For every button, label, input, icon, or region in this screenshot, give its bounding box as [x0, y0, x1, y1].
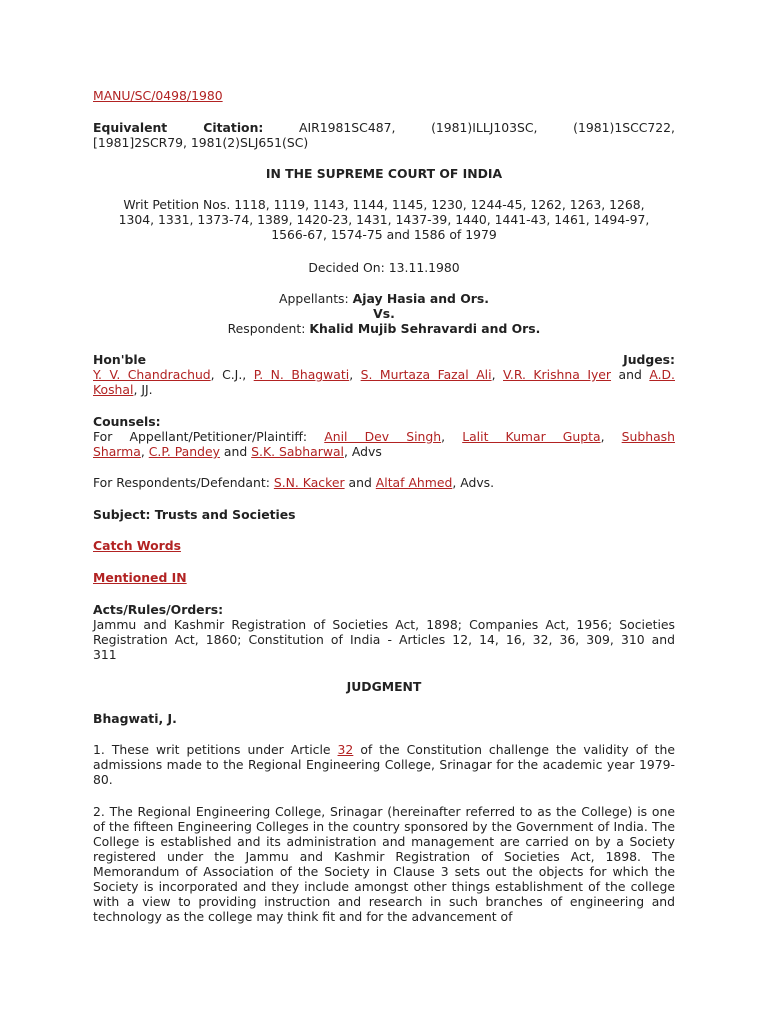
judges-line-2: Koshal, JJ.	[93, 382, 153, 397]
judge-link[interactable]: Y. V. Chandrachud	[93, 367, 211, 382]
judge-link[interactable]: A.D.	[649, 367, 675, 382]
counsel-link[interactable]: S.K. Sabharwal	[251, 444, 344, 459]
acts-rules-orders: Acts/Rules/Orders: Jammu and Kashmir Registration of Societies Act, 1898; Companies Act, 1956; Societies Registration Act, 1860; Constitution of India - Articles 12, 14, 16, 32, 36, 309, 310 and 311	[93, 602, 675, 662]
judge-link[interactable]: V.R. Krishna Iyer	[503, 367, 612, 382]
manu-reference-link[interactable]: MANU/SC/0498/1980	[93, 88, 223, 103]
citation-line-1	[93, 120, 675, 135]
acts-heading: Acts/Rules/Orders:	[93, 602, 224, 617]
counsel-link[interactable]: Anil Dev Singh	[324, 429, 442, 444]
respondent-line: Respondent: Khalid Mujib Sehravardi and Ors.	[227, 321, 541, 336]
appellants-name: Ajay Hasia and Ors.	[352, 291, 489, 306]
judges-line-1: Y. V. Chandrachud, C.J., P. N. Bhagwati, S. Murtaza Fazal Ali, V.R. Krishna Iyer and A.D.	[93, 367, 675, 382]
equivalent-citation	[93, 120, 675, 150]
respondent-name: Khalid Mujib Sehravardi and Ors.	[309, 321, 541, 336]
paragraph-2: 2. The Regional Engineering College, Srinagar (hereinafter referred to as the College) is one of the fifteen Engineering Colleges in the country sponsored by the Government of India. The College is established and its administration and management are carried on by a Society registered under the Jammu and Kashmir Registration of Societies Act, 1898. The Memorandum of Association of the Society in Clause 3 sets out the objects for which the Society is incorporated and they include amongst other things establishment of the college with a view to providing instruction and research in such branches of engineering and technology as the college may think fit and for the advancement of	[93, 804, 675, 924]
counsel-link[interactable]: S.N. Kacker	[273, 475, 345, 490]
judges-heading: Hon'ble Judges:	[93, 352, 675, 367]
appellants-line: Appellants: Ajay Hasia and Ors.	[279, 291, 489, 306]
counsels-section	[93, 414, 675, 459]
manu-reference	[93, 88, 675, 103]
respondent-counsels: For Respondents/Defendant: S.N. Kacker and Altaf Ahmed, Advs.	[93, 475, 495, 490]
paragraph-1: 1. These writ petitions under Article 32 of the Constitution challenge the validity of the admissions made to the Regional Engineering College, Srinagar for the academic year 1979-80.	[93, 742, 675, 787]
counsels-heading: Counsels:	[93, 414, 161, 429]
judgment-author: Bhagwati, J.	[93, 711, 177, 726]
catch-words	[93, 538, 675, 553]
catch-words-link[interactable]: Catch Words	[93, 538, 181, 553]
decided-on: Decided On: 13.11.1980	[308, 260, 460, 275]
counsel-link[interactable]: Subhash	[621, 429, 675, 444]
judgment-heading: JUDGMENT	[346, 679, 422, 694]
court-name: IN THE SUPREME COURT OF INDIA	[265, 166, 503, 181]
citation-label: Equivalent Citation:	[93, 120, 264, 135]
judge-link[interactable]: Koshal	[93, 382, 134, 397]
mentioned-in	[93, 570, 675, 585]
petitioner-counsels-line-2: Sharma, C.P. Pandey and S.K. Sabharwal, Advs	[93, 444, 382, 459]
counsel-link[interactable]: Altaf Ahmed	[375, 475, 453, 490]
counsel-link[interactable]: Sharma	[93, 444, 141, 459]
counsel-link[interactable]: Lalit Kumar Gupta	[462, 429, 601, 444]
judge-link[interactable]: S. Murtaza Fazal Ali	[360, 367, 492, 382]
writ-petition-numbers: Writ Petition Nos. 1118, 1119, 1143, 1144, 1145, 1230, 1244-45, 1262, 1263, 1268, 1304, 1331, 1373-74, 1389, 1420-23, 1431, 1437-39, 1440, 1441-43, 1461, 1494-97, 1566-67, 1574-75 and 1586 of 1979	[118, 197, 650, 242]
judge-link[interactable]: P. N. Bhagwati	[253, 367, 350, 382]
petitioner-counsels-line-1: For Appellant/Petitioner/Plaintiff: Anil Dev Singh, Lalit Kumar Gupta, Subhash	[93, 429, 675, 444]
counsel-link[interactable]: C.P. Pandey	[148, 444, 220, 459]
versus: Vs.	[373, 306, 395, 321]
mentioned-in-link[interactable]: Mentioned IN	[93, 570, 187, 585]
article-link[interactable]: 32	[337, 742, 354, 757]
citation-line-2: [1981]2SCR79, 1981(2)SLJ651(SC)	[93, 135, 309, 150]
subject: Subject: Trusts and Societies	[93, 507, 296, 522]
citation-values-1: AIR1981SC487, (1981)ILLJ103SC, (1981)1SCC722,	[299, 120, 675, 135]
judges-section	[93, 352, 675, 397]
parties	[93, 291, 675, 336]
